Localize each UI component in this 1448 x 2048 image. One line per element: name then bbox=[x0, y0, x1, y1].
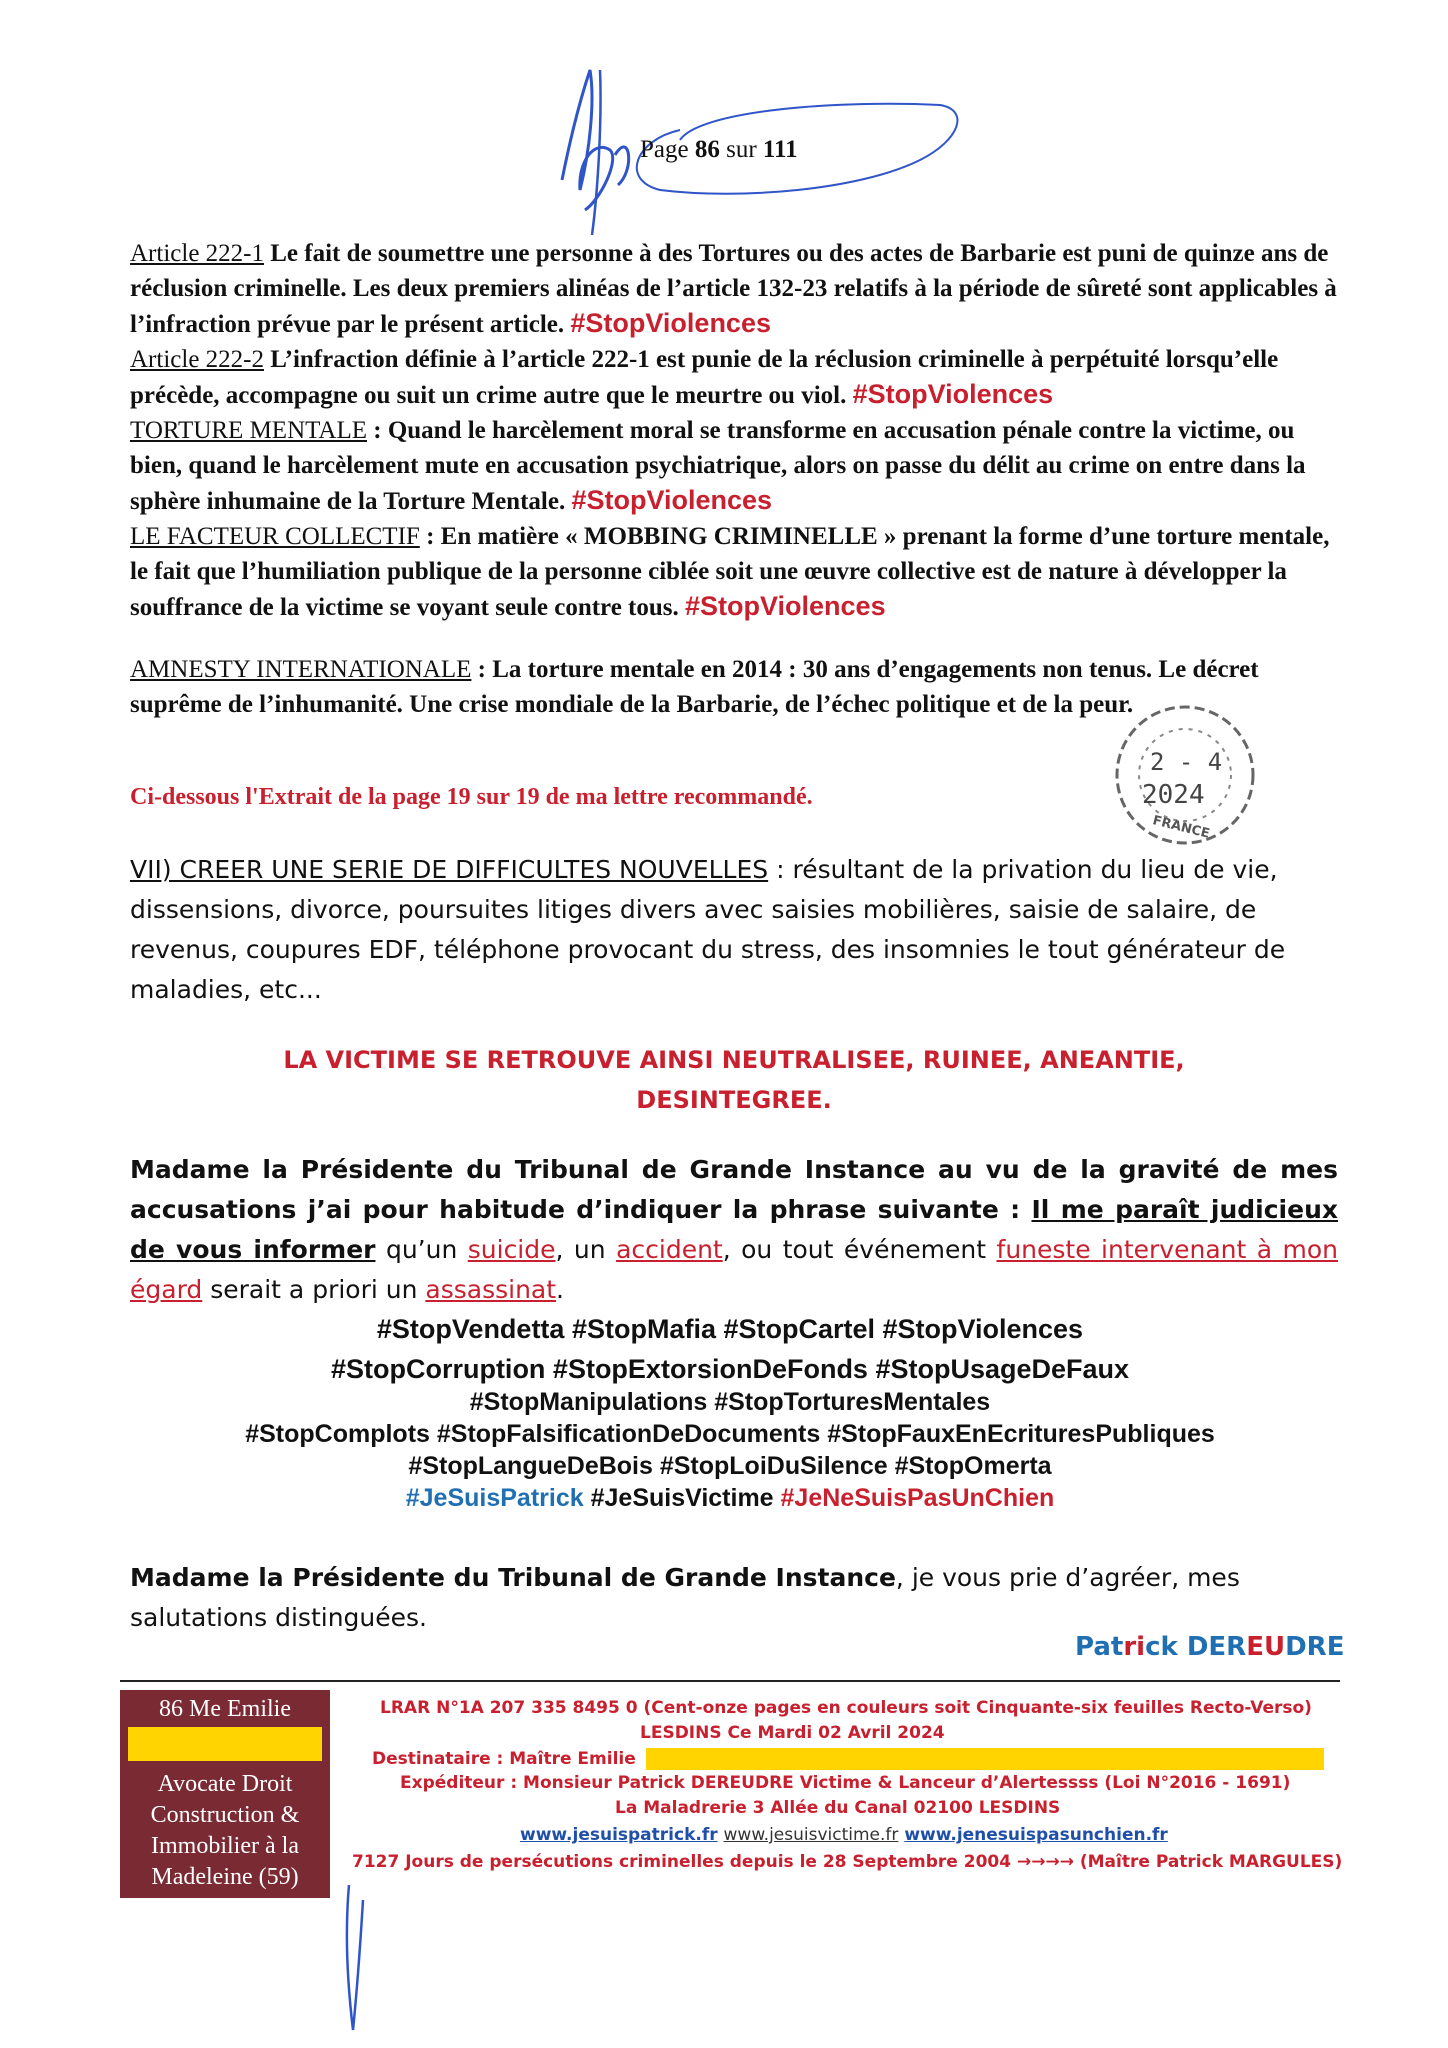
recipient-line-5: Madeleine (59) bbox=[151, 1864, 299, 1890]
victim-line-2: DESINTEGREE. bbox=[636, 1086, 832, 1114]
article-ref: Article 222-1 bbox=[130, 240, 264, 267]
sig-part: DER bbox=[1186, 1632, 1247, 1662]
recipient-line-1: 86 Me Emilie bbox=[159, 1696, 291, 1722]
page-sep: sur bbox=[726, 136, 757, 163]
section-ref: TORTURE MENTALE bbox=[130, 417, 367, 444]
article-text: Le fait de soumettre une personne à des Tortures ou des actes de Barbarie est puni de quinze ans de réclusion criminelle. Les deux premiers alinéas de l’article 132-23 relatifs à la période de sûreté sont applicables à l’infraction prévue par le présent article. bbox=[130, 240, 1337, 338]
warning-phrase: Il me paraît judicieux de vous informer bbox=[130, 1195, 1339, 1264]
word-accident: accident bbox=[616, 1235, 723, 1264]
word-funeste: funeste intervenant à mon égard bbox=[130, 1235, 1338, 1304]
footer-divider bbox=[120, 1680, 1340, 1682]
sig-part: ri bbox=[1123, 1632, 1146, 1662]
sig-part: DRE bbox=[1285, 1632, 1345, 1662]
word-assassinat: assassinat bbox=[425, 1275, 557, 1304]
word-suicide: suicide bbox=[467, 1235, 556, 1264]
warning-text: qu’un bbox=[375, 1235, 468, 1264]
sig-part: ck bbox=[1145, 1632, 1187, 1662]
hashtags-line-1: #StopVendetta #StopMafia #StopCartel #StopViolences bbox=[376, 1314, 1084, 1344]
page-total: 111 bbox=[762, 136, 798, 163]
warning-text: , un bbox=[555, 1235, 617, 1264]
article-ref: Article 222-2 bbox=[130, 346, 264, 373]
victim-statement bbox=[130, 1040, 1338, 1120]
stamp-country: FRANCE bbox=[1151, 813, 1212, 842]
sig-part: Pat bbox=[1075, 1632, 1124, 1662]
footer-lrar: LRAR N°1A 207 335 8495 0 (Cent-onze pages en couleurs soit Cinquante-six feuilles Recto-Verso) bbox=[380, 1698, 1312, 1718]
link-jenesuispasunchien[interactable]: www.jenesuispasunchien.fr bbox=[904, 1825, 1168, 1845]
section-ref: LE FACTEUR COLLECTIF bbox=[130, 523, 420, 550]
article-222-1 bbox=[130, 236, 1338, 625]
recipient-box bbox=[120, 1690, 330, 1898]
hashtag-stopviolences: #StopViolences bbox=[571, 485, 773, 515]
warning-text: . bbox=[556, 1275, 564, 1304]
handwritten-initial-bottom bbox=[335, 1880, 375, 2040]
closing-lead: Madame la Présidente du Tribunal de Grande Instance bbox=[130, 1563, 896, 1592]
hashtags-line-5: #StopLangueDeBois #StopLoiDuSilence #StopOmerta bbox=[408, 1452, 1052, 1480]
redaction-highlight bbox=[128, 1727, 322, 1761]
redaction-highlight bbox=[646, 1748, 1324, 1770]
section-ref: AMNESTY INTERNATIONALE bbox=[130, 656, 472, 683]
recipient-line-2: Avocate Droit bbox=[157, 1771, 293, 1797]
section-vii-heading: VII) CREER UNE SERIE DE DIFFICULTES NOUVELLES bbox=[130, 855, 769, 884]
footer-websites bbox=[520, 1825, 1168, 1845]
footer-persecution-days: 7127 Jours de persécutions criminelles depuis le 28 Septembre 2004 →→→→ (Maître Patrick MARGULES) bbox=[352, 1852, 1343, 1872]
stamp-year: 2024 bbox=[1142, 780, 1205, 810]
warning-intro: Madame la Présidente du Tribunal de Grande Instance au vu de la gravité de mes accusations j’ai pour habitude d’indiquer la phrase suivante : bbox=[130, 1155, 1338, 1224]
section-text: : En matière « MOBBING CRIMINELLE » prenant la forme d’une torture mentale, le fait que l’humiliation publique de la personne ciblée soit une œuvre collective est de nature à développer la souffrance de la victime se voyant seule contre tous. bbox=[130, 523, 1330, 621]
hashtag-stopviolences: #StopViolences bbox=[570, 308, 771, 338]
stamp-day: 2 - 4 bbox=[1150, 748, 1223, 776]
link-jesuispatrick[interactable]: www.jesuispatrick.fr bbox=[520, 1825, 718, 1845]
signature bbox=[1075, 1632, 1344, 1662]
article-text: L’infraction définie à l’article 222-1 est punie de la réclusion criminelle à perpétuité lorsqu’elle précède, accompagne ou suit un crime autre que le meurtre ou viol. bbox=[130, 346, 1279, 409]
footer-address: La Maladrerie 3 Allée du Canal 02100 LESDINS bbox=[615, 1798, 1061, 1818]
warning-text: serait a priori un bbox=[202, 1275, 426, 1304]
warning-paragraph bbox=[130, 1150, 1338, 1310]
link-jesuisvictime[interactable]: www.jesuisvictime.fr bbox=[723, 1825, 899, 1845]
hashtags-line-6 bbox=[120, 1484, 1340, 1513]
footer-place-date: LESDINS Ce Mardi 02 Avril 2024 bbox=[640, 1723, 945, 1743]
recipient-line-4: Immobilier à la bbox=[151, 1833, 299, 1859]
hashtag-jesuisvictime: #JeSuisVictime bbox=[583, 1484, 781, 1512]
hashtags-line-4: #StopComplots #StopFalsificationDeDocuments #StopFauxEnEcrituresPubliques bbox=[245, 1420, 1215, 1448]
section-text: : Quand le harcèlement moral se transforme en accusation pénale contre la victime, ou bien, quand le harcèlement mute en accusation psychiatrique, alors on passe du délit au crime on entre dans la sphère inhumaine de la Torture Mentale. bbox=[130, 417, 1306, 515]
sig-part: EU bbox=[1246, 1632, 1286, 1662]
postmark-stamp bbox=[1090, 700, 1280, 850]
hashtags-line-2: #StopCorruption #StopExtorsionDeFonds #StopUsageDeFaux bbox=[330, 1354, 1130, 1384]
page-label: Page bbox=[640, 136, 689, 163]
hashtag-jenesuispasunchien: #JeNeSuisPasUnChien bbox=[780, 1484, 1055, 1512]
hashtags-line-3: #StopManipulations #StopTorturesMentales bbox=[469, 1388, 991, 1416]
footer-sender: Expéditeur : Monsieur Patrick DEREUDRE Victime & Lanceur d’Alertessss (Loi N°2016 - 1691) bbox=[400, 1773, 1291, 1793]
victim-line-1: LA VICTIME SE RETROUVE AINSI NEUTRALISEE, RUINEE, ANEANTIE, bbox=[283, 1046, 1185, 1074]
closing-rest: , je vous prie d’agréer, mes salutations distinguées. bbox=[130, 1563, 1240, 1632]
hashtag-stopviolences: #StopViolences bbox=[685, 591, 886, 621]
page-current: 86 bbox=[694, 136, 720, 163]
section-vii bbox=[130, 850, 1338, 1010]
footer-recipient bbox=[372, 1748, 1324, 1770]
page-number bbox=[640, 136, 798, 164]
hashtag-jesuispatrick: #JeSuisPatrick bbox=[405, 1484, 584, 1512]
section-text: : La torture mentale en 2014 : 30 ans d’engagements non tenus. Le décret suprême de l’inhumanité. Une crise mondiale de la Barbarie, de l’échec politique et de la peur. bbox=[130, 656, 1259, 718]
recipient-line-3: Construction & bbox=[150, 1802, 300, 1828]
section-vii-text: : résultant de la privation du lieu de vie, dissensions, divorce, poursuites litiges divers avec saisies mobilières, saisie de salaire, de revenus, coupures EDF, téléphone provocant du stress, des insomnies le tout générateur de maladies, etc... bbox=[130, 855, 1286, 1004]
hashtag-stopviolences: #StopViolences bbox=[852, 379, 1054, 409]
warning-text: , ou tout événement bbox=[722, 1235, 997, 1264]
extract-note: Ci-dessous l'Extrait de la page 19 sur 19 de ma lettre recommandé. bbox=[130, 784, 813, 810]
footer-recipient-label: Destinataire : Maître Emilie bbox=[372, 1749, 636, 1769]
closing-paragraph bbox=[130, 1558, 1338, 1638]
